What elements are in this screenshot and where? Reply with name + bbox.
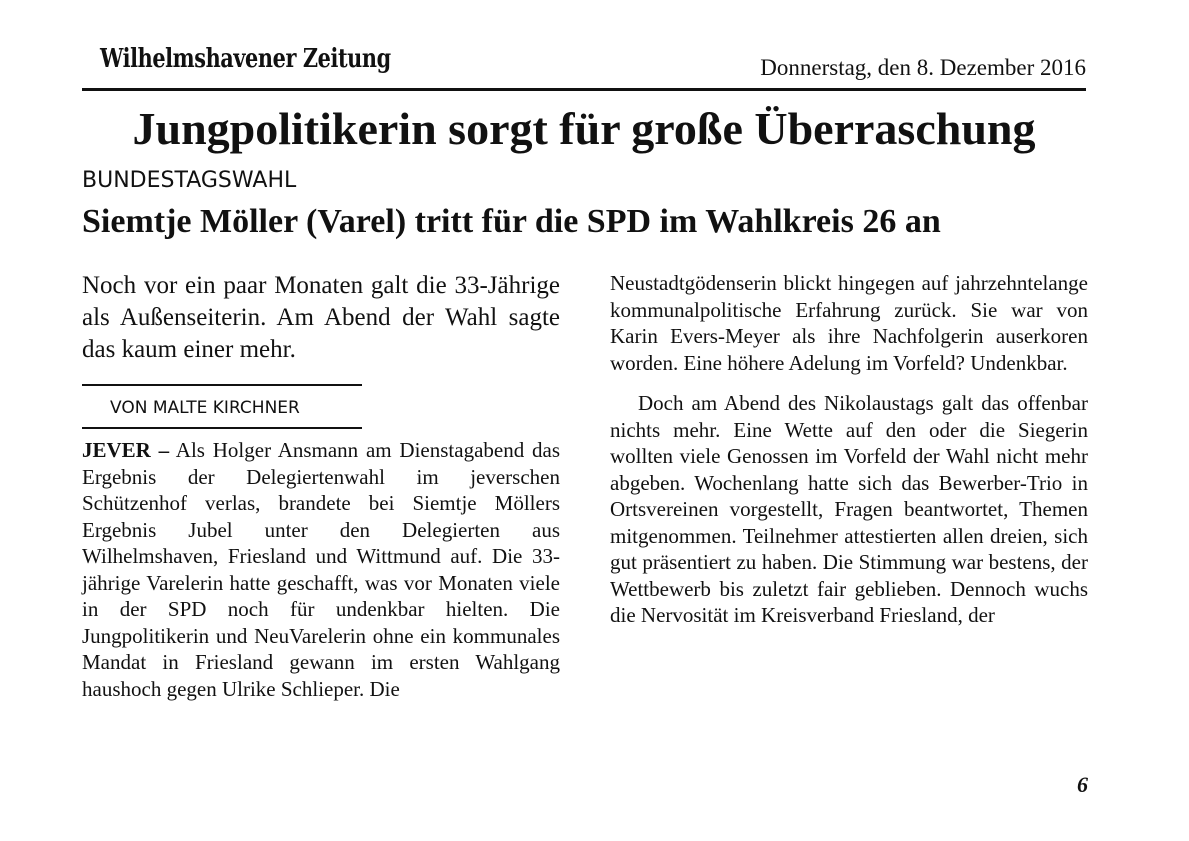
article-paragraph-text: Als Holger Ansmann am Dienstagabend das Ergebnis der Delegiertenwahl im jeverschen Schützenhof verlas, brandete bei Siemtje Möllers Ergebnis Jubel unter den Delegierten aus Wilhelmshaven, Friesland und Wittmund auf. Die 33-jährige Varelerin hatte geschafft, was vor Monaten viele in der SPD noch für undenkbar hielten. Die Jungpolitikerin und NeuVarelerin ohne ein kommunales Mandat in Friesland gewann im ersten Wahlgang haushoch gegen Ulrike Schlieper. Die — [82, 438, 560, 701]
article-paragraph — [82, 437, 560, 702]
byline-rule-bottom — [82, 427, 362, 429]
issue-date: Donnerstag, den 8. Dezember 2016 — [760, 55, 1086, 80]
page-number: 6 — [1077, 772, 1088, 797]
article-paragraph-continued: Neustadtgödenserin blickt hingegen auf jahrzehntelange kommunalpolitische Erfahrung zurück. Sie war von Karin Evers-Meyer als ihre Nachfolgerin auserkoren worden. Eine höhere Adelung im Vorfeld? Undenkbar. — [610, 271, 1088, 375]
article-column-right — [610, 270, 1088, 629]
article-lead: Noch vor ein paar Monaten galt die 33-Jährige als Außenseiterin. Am Abend der Wahl sagte das kaum einer mehr. — [82, 272, 560, 363]
newspaper-logo: Wilhelmshavener Zeitung — [100, 44, 391, 74]
article-subheadline: Siemtje Möller (Varel) tritt für die SPD im Wahlkreis 26 an — [82, 203, 941, 240]
article-paragraph-2: Doch am Abend des Nikolaustags galt das offenbar nichts mehr. Eine Wette auf den oder die Siegerin wollten viele Genossen im Vorfeld der Wahl nicht mehr abgeben. Wochenlang hatte sich das Bewerber-Trio in Ortsvereinen vorgestellt, Fragen beantwortet, Themen mitgenommen. Teilnehmer attestierten allen dreien, sich gut präsentiert zu haben. Die Stimmung war bestens, der Wettbewerb bis zuletzt fair geblieben. Dennoch wuchs die Nervosität im Kreisverband Friesland, der — [610, 391, 1088, 627]
masthead-rule — [82, 88, 1086, 91]
article-byline: VON MALTE KIRCHNER — [110, 398, 300, 418]
article-column-left — [82, 270, 560, 702]
article-dateline: JEVER – — [82, 438, 170, 462]
article-headline: Jungpolitikerin sorgt für große Überraschung — [132, 103, 1036, 154]
article-kicker: BUNDESTAGSWAHL — [82, 168, 297, 193]
